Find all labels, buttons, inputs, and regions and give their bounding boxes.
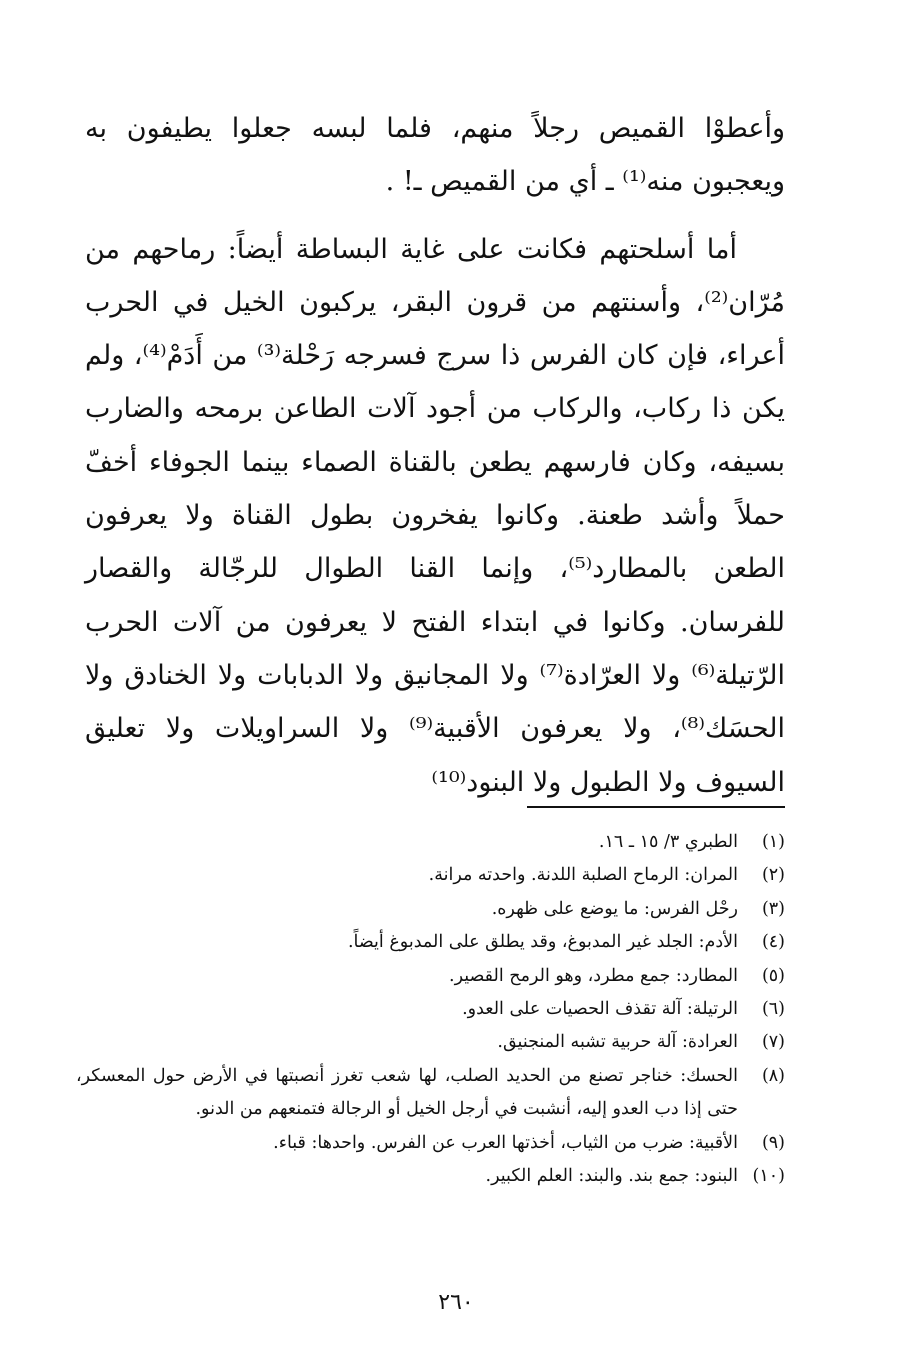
footnote-item: [76, 1060, 785, 1127]
footnote-text: البنود: جمع بند. والبند: العلم الكبير.: [485, 1166, 738, 1187]
footnote-number: (٦): [761, 999, 785, 1020]
footnote-number: (٧): [761, 1032, 785, 1053]
footnote-number: (٣): [761, 898, 785, 919]
footnote-separator: [527, 806, 785, 808]
page-number: ٢٦٠: [438, 1290, 474, 1315]
footnote-text: الأقبية: ضرب من الثياب، أخذتها العرب عن الفرس. واحدها: قباء.: [273, 1132, 738, 1153]
footnote-item: [76, 1127, 785, 1160]
footnote-number: (١): [761, 832, 785, 852]
footnote-text: المطارد: جمع مطرد، وهو الرمح القصير.: [449, 965, 738, 986]
footnote-item: [76, 893, 785, 926]
footnote-item: [76, 1160, 785, 1193]
footnote-number: (١٠): [752, 1166, 785, 1187]
footnote-item: [76, 960, 785, 993]
footnote-text: رحْل الفرس: ما يوضع على ظهره.: [491, 898, 738, 919]
footnote-text: المران: الرماح الصلبة اللدنة. واحدته مرانة.: [428, 865, 738, 886]
footnote-text: الرتيلة: آلة تقذف الحصيات على العدو.: [462, 999, 738, 1020]
footnote-item: [76, 993, 785, 1026]
paragraph-1: وأعطوْا القميص رجلاً منهم، فلما لبسه جعلوا يطيفون به ويعجبون منه⁽¹⁾ ـ أي من القميص ـ! .: [85, 113, 785, 198]
footnote-number: (٥): [761, 965, 785, 986]
footnote-item: [76, 926, 785, 959]
footnote-text: الأدم: الجلد غير المدبوغ، وقد يطلق على المدبوغ أيضاً.: [347, 932, 738, 953]
main-text: [85, 102, 785, 809]
footnotes-list: [76, 826, 785, 1193]
footnote-text: العرادة: آلة حربية تشبه المنجنيق.: [497, 1032, 738, 1053]
footnote-number: (٢): [761, 865, 785, 886]
footnote-item: [76, 1026, 785, 1059]
footnote-number: (٨): [761, 1065, 785, 1086]
footnote-number: (٩): [761, 1132, 785, 1153]
paragraph-2: أما أسلحتهم فكانت على غاية البساطة أيضاً: رماحهم من مُرّان⁽²⁾، وأسنتهم من قرون البقر، يركبون الخيل في الحرب أعراء، فإن كان الفرس ذا سرج فسرجه رَحْلة⁽³⁾ من أَدَمْ⁽⁴⁾، ولم يكن ذا ركاب، والركاب من أجود آلات الطاعن برمحه والضارب بسيفه، وكان فارسهم يطعن بالقناة الصماء بينما الجوفاء أخفّ حملاً وأشد طعنة. وكانوا يفخرون بطول القناة ولا يعرفون الطعن بالمطارد⁽⁵⁾، وإنما القنا الطوال للرجّالة والقصار للفرسان. وكانوا في ابتداء الفتح لا يعرفون من آلات الحرب الرّتيلة⁽⁶⁾ ولا العرّادة⁽⁷⁾ ولا المجانيق ولا الدبابات ولا الخنادق ولا الحسَك⁽⁸⁾، ولا يعرفون الأقبية⁽⁹⁾ ولا السراويلات ولا تعليق السيوف ولا الطبول ولا البنود⁽¹⁰⁾: [85, 233, 786, 798]
footnote-text: الحسك: خناجر تصنع من الحديد الصلب، لها شعب تغرز أنصبتها في الأرض حول المعسكر، حتى إذا دب العدو إليه، أنشبت في أرجل الخيل أو الرجالة فتمنعهم من الدنو.: [76, 1065, 738, 1120]
footnote-number: (٤): [761, 932, 785, 953]
footnote-item: [76, 826, 785, 859]
footnote-text: الطبري ٣/ ١٥ ـ ١٦.: [598, 832, 738, 852]
footnote-item: [76, 859, 785, 892]
